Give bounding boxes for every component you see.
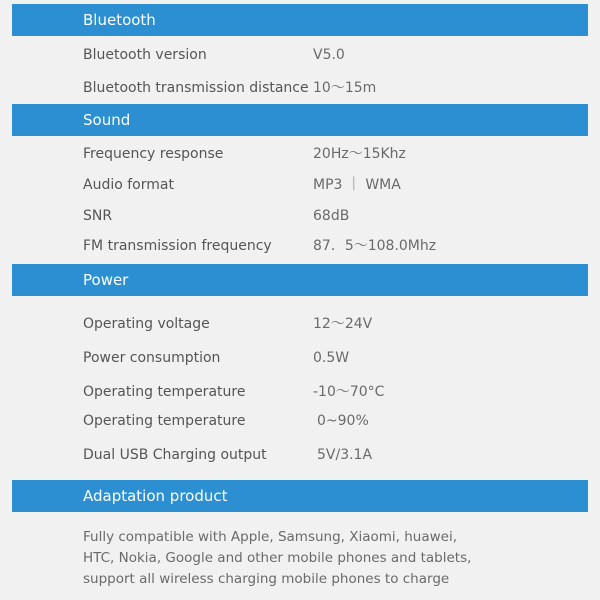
spec-value: 0.5W [313,350,350,366]
spec-label: Operating voltage [83,316,210,332]
spec-label: Operating temperature [83,384,246,400]
bluetooth-header [12,4,588,36]
spec-value: 68dB [313,208,350,224]
adaptation-line: Fully compatible with Apple, Samsung, Xiaomi, huawei, [83,529,458,545]
spec-row-usb-output [83,443,583,467]
spec-value: 12～24V [313,316,373,332]
spec-row-bluetooth-version [83,43,583,67]
spec-label: Power consumption [83,350,221,366]
spec-row-audio-format [83,173,583,197]
spec-label: Bluetooth transmission distance [83,80,309,96]
sound-header [12,104,588,136]
spec-row-snr [83,204,583,228]
spec-value: 20Hz～15Khz [313,146,406,162]
spec-row-operating-humidity [83,409,583,433]
spec-label: Dual USB Charging output [83,447,267,463]
spec-label: Frequency response [83,146,224,162]
spec-row-bluetooth-distance [83,76,583,100]
spec-row-operating-temperature [83,380,583,404]
power-header-text: Power [83,271,129,289]
spec-label: Audio format [83,177,174,193]
spec-value: 10～15m [313,80,377,96]
spec-label: Operating temperature [83,413,246,429]
spec-label: Bluetooth version [83,47,207,63]
bluetooth-header-text: Bluetooth [83,11,156,29]
spec-row-power-consumption [83,346,583,370]
adaptation-line: support all wireless charging mobile phones to charge [83,571,450,587]
adaptation-line: HTC, Nokia, Google and other mobile phones and tablets, [83,550,472,566]
spec-label: SNR [83,208,113,224]
spec-value: -10～70°C [313,384,385,400]
adaptation-header-text: Adaptation product [83,487,228,505]
spec-row-fm-frequency [83,234,583,258]
spec-row-frequency-response [83,142,583,166]
spec-value: V5.0 [313,47,345,63]
adaptation-description [83,527,583,590]
sound-header-text: Sound [83,111,131,129]
spec-value: 87．5～108.0Mhz [313,238,437,254]
spec-value: 0~90% [317,413,369,429]
spec-label: FM transmission frequency [83,238,272,254]
spec-value: MP3 ｜ WMA [313,177,401,193]
power-header [12,264,588,296]
spec-value: 5V/3.1A [317,447,373,463]
adaptation-header [12,480,588,512]
spec-row-operating-voltage [83,312,583,336]
